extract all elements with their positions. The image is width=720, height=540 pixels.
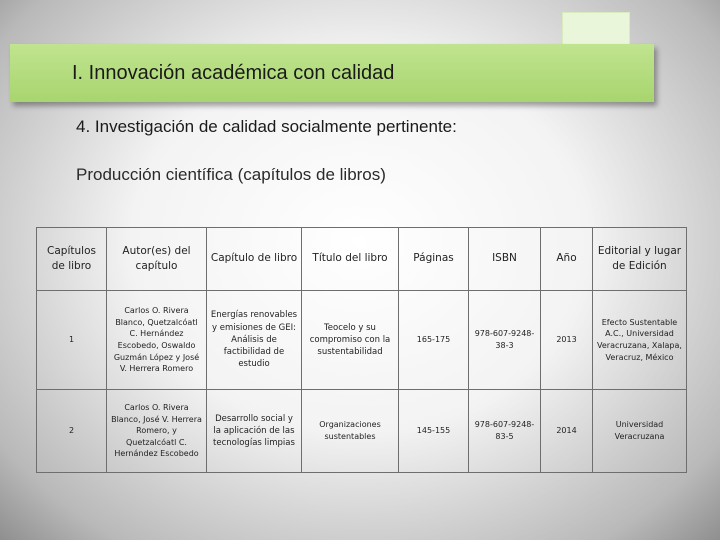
cell-isbn: 978-607-9248-38-3 (469, 291, 541, 390)
cell-pages: 165-175 (399, 291, 469, 390)
section-label: Producción científica (capítulos de libros) (76, 165, 386, 184)
cell-publisher: Efecto Sustentable A.C., Universidad Veracruzana, Xalapa, Veracruz, México (593, 291, 687, 390)
cell-authors: Carlos O. Rivera Blanco, José V. Herrera Romero, y Quetzalcóatl C. Hernández Escobedo (107, 390, 207, 473)
title-banner (10, 44, 654, 102)
header-pages: Páginas (399, 228, 469, 291)
header-year: Año (541, 228, 593, 291)
cell-number: 2 (37, 390, 107, 473)
table-row (37, 291, 687, 390)
cell-year: 2014 (541, 390, 593, 473)
header-publisher: Editorial y lugar de Edición (593, 228, 687, 291)
header-chapters: Capítulos de libro (37, 228, 107, 291)
header-chapter: Capítulo de libro (207, 228, 302, 291)
cell-pages: 145-155 (399, 390, 469, 473)
header-authors: Autor(es) del capítulo (107, 228, 207, 291)
book-chapters-table (36, 227, 687, 473)
cell-book-title: Teocelo y su compromiso con la sustentabilidad (302, 291, 399, 390)
cell-book-title: Organizaciones sustentables (302, 390, 399, 473)
cell-chapter: Energías renovables y emisiones de GEI: Análisis de factibilidad de estudio (207, 291, 302, 390)
table-row (37, 390, 687, 473)
table-header-row (37, 228, 687, 291)
cell-publisher: Universidad Veracruzana (593, 390, 687, 473)
slide-title: I. Innovación académica con calidad (72, 62, 395, 84)
slide-subtitle: 4. Investigación de calidad socialmente pertinente: (76, 117, 457, 136)
header-book-title: Título del libro (302, 228, 399, 291)
cell-year: 2013 (541, 291, 593, 390)
cell-number: 1 (37, 291, 107, 390)
cell-authors: Carlos O. Rivera Blanco, Quetzalcóatl C. Hernández Escobedo, Oswaldo Guzmán López y José V. Herrera Romero (107, 291, 207, 390)
header-isbn: ISBN (469, 228, 541, 291)
cell-chapter: Desarrollo social y la aplicación de las tecnologías limpias (207, 390, 302, 473)
cell-isbn: 978-607-9248-83-5 (469, 390, 541, 473)
